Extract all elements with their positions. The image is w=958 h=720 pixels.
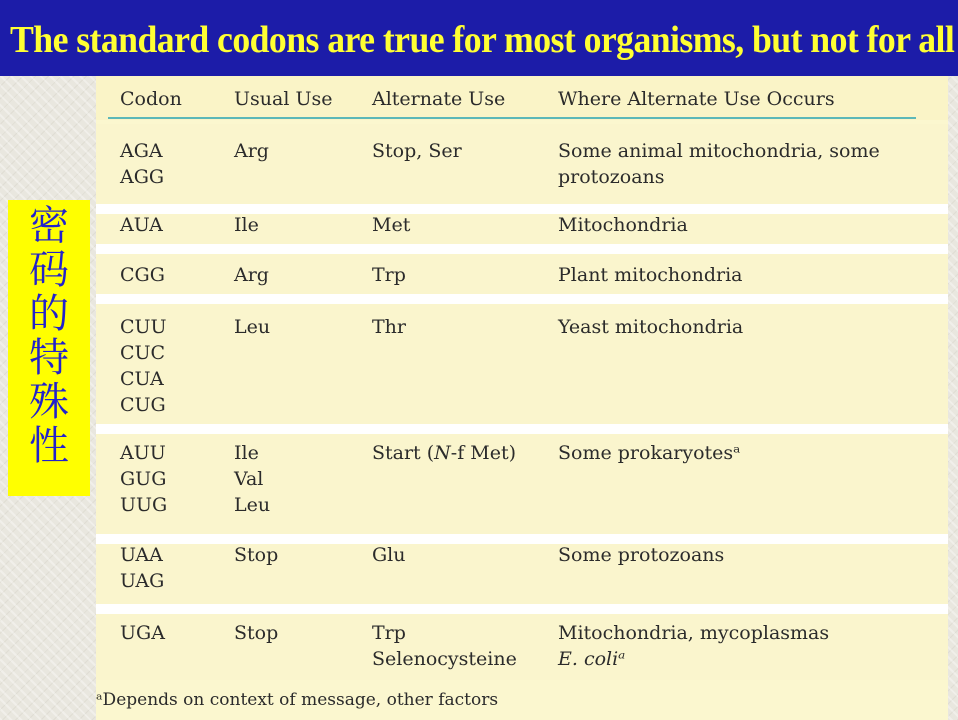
- table-row: [96, 614, 948, 680]
- usual-cell: [234, 440, 270, 518]
- codon-value: AGA: [120, 140, 163, 162]
- codon-value: UAG: [120, 570, 165, 592]
- table-row: [96, 214, 948, 244]
- table-row: [96, 434, 948, 534]
- header-usual-use: Usual Use: [234, 88, 333, 110]
- alternate-cell: [372, 620, 517, 672]
- row-divider: [96, 534, 948, 544]
- codon-value: CUA: [120, 368, 164, 390]
- where-cell: [558, 314, 743, 340]
- alternate-cell: [372, 262, 406, 288]
- codon-value: CUC: [120, 342, 166, 364]
- where-value-italic: E. coliᵃ: [558, 648, 626, 670]
- row-divider: [96, 244, 948, 254]
- where-value: Some prokaryotesᵃ: [558, 442, 741, 464]
- usual-cell: [234, 314, 270, 340]
- where-value: Mitochondria: [558, 214, 688, 236]
- where-value: Yeast mitochondria: [558, 316, 744, 338]
- usual-value: Arg: [234, 264, 269, 286]
- where-cell: [558, 440, 741, 466]
- table-footnote: ᵃDepends on context of message, other factors: [96, 690, 499, 710]
- where-cell: [558, 212, 688, 238]
- codon-value: UGA: [120, 622, 165, 644]
- usual-value: Stop: [234, 544, 279, 566]
- usual-value: Ile: [234, 214, 259, 236]
- alternate-value: Thr: [372, 316, 406, 338]
- where-value: Some animal mitochondria, some: [558, 140, 880, 162]
- where-cell: [558, 262, 742, 288]
- where-cell: [558, 542, 724, 568]
- where-value: protozoans: [558, 166, 665, 188]
- alternate-value: Met: [372, 214, 411, 236]
- codon-cell: [120, 212, 163, 238]
- codon-cell: [120, 314, 167, 418]
- table-row: [96, 254, 948, 294]
- where-value: Some protozoans: [558, 544, 725, 566]
- alternate-value: [372, 440, 516, 466]
- alternate-cell: [372, 138, 462, 164]
- side-label-char: 密: [29, 203, 69, 249]
- codon-value: UAA: [120, 544, 163, 566]
- codon-cell: [120, 542, 164, 594]
- codon-value: AGG: [120, 166, 165, 188]
- alternate-value-end: -f Met): [450, 442, 517, 464]
- header-codon: Codon: [120, 88, 182, 110]
- where-cell: [558, 620, 829, 672]
- alternate-value: Stop, Ser: [372, 140, 462, 162]
- side-label-char: 的: [29, 291, 69, 337]
- side-label-char: 码: [29, 247, 69, 293]
- header-divider: [108, 117, 916, 119]
- codon-cell: [120, 138, 164, 190]
- codon-value: CGG: [120, 264, 165, 286]
- row-divider: [96, 604, 948, 614]
- row-divider: [96, 424, 948, 434]
- alternate-value: Selenocysteine: [372, 648, 517, 670]
- page-title: The standard codons are true for most organisms, but not for all: [10, 19, 955, 61]
- side-label-char: 性: [29, 423, 69, 469]
- usual-value: Val: [234, 468, 264, 490]
- usual-value: Stop: [234, 622, 279, 644]
- usual-value: Leu: [234, 316, 271, 338]
- codon-value: CUG: [120, 394, 166, 416]
- usual-value: Leu: [234, 494, 271, 516]
- codon-value: AUU: [120, 442, 166, 464]
- usual-cell: [234, 212, 259, 238]
- where-cell: [558, 138, 880, 190]
- codon-cell: [120, 620, 165, 646]
- table-header-row: [96, 76, 948, 120]
- alternate-cell: [372, 440, 516, 466]
- alternate-cell: [372, 212, 410, 238]
- row-divider: [96, 204, 948, 214]
- codon-cell: [120, 440, 167, 518]
- usual-cell: [234, 138, 269, 164]
- where-value: Mitochondria, mycoplasmas: [558, 622, 830, 644]
- usual-cell: [234, 620, 278, 646]
- alternate-cell: [372, 314, 406, 340]
- side-label-char: 殊: [29, 379, 69, 425]
- codon-table: [96, 76, 948, 720]
- title-bar: [0, 0, 958, 76]
- alternate-value: Trp: [372, 622, 406, 644]
- usual-cell: [234, 262, 269, 288]
- codon-value: GUG: [120, 468, 167, 490]
- side-label: [8, 200, 90, 496]
- codon-value: CUU: [120, 316, 167, 338]
- usual-value: Ile: [234, 442, 259, 464]
- header-alternate-use: Alternate Use: [372, 88, 506, 110]
- alternate-cell: [372, 542, 406, 568]
- side-label-char: 特: [29, 335, 69, 381]
- codon-cell: [120, 262, 165, 288]
- alternate-value-start: Start (: [372, 442, 435, 464]
- alternate-value: Glu: [372, 544, 406, 566]
- row-divider: [96, 294, 948, 304]
- table-row: [96, 304, 948, 424]
- usual-cell: [234, 542, 278, 568]
- table-row: [96, 544, 948, 604]
- alternate-value-italic: N: [434, 442, 451, 464]
- header-where-occurs: Where Alternate Use Occurs: [558, 88, 835, 110]
- codon-value: UUG: [120, 494, 168, 516]
- where-value: Plant mitochondria: [558, 264, 743, 286]
- alternate-value: Trp: [372, 264, 406, 286]
- table-row: [96, 124, 948, 204]
- codon-value: AUA: [120, 214, 163, 236]
- usual-value: Arg: [234, 140, 269, 162]
